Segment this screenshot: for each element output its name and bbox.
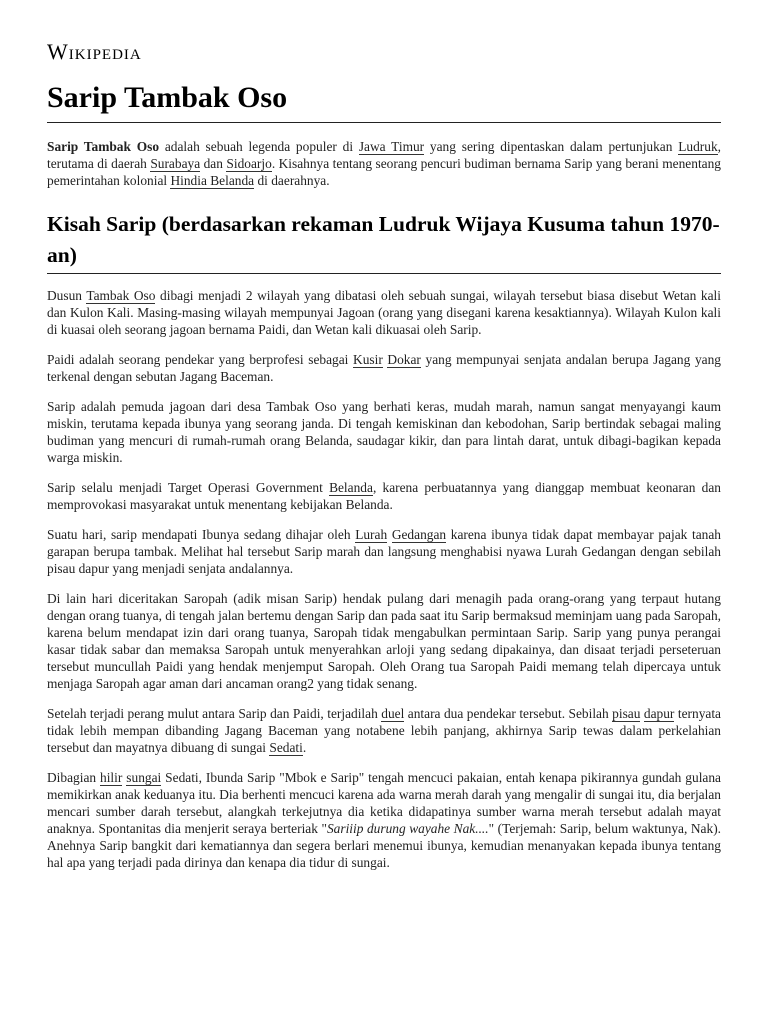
intro-paragraph	[47, 138, 721, 189]
text-run: . Kisahnya tentang seorang pencuri budiman bernama Sarip yang berani menentang pemerintahan kolonial	[47, 156, 722, 188]
text-run: Paidi adalah seorang pendekar yang berprofesi sebagai	[47, 352, 354, 367]
text-run: , terutama di daerah	[47, 139, 722, 171]
story-paragraph	[47, 705, 721, 756]
wiki-link[interactable]: pisau	[612, 706, 641, 721]
text-run: yang mempunyai senjata andalan berupa Jagang yang terkenal dengan sebutan Jagang Baceman.	[47, 352, 721, 384]
wiki-link[interactable]: dapur	[643, 706, 675, 721]
article-page	[47, 38, 721, 871]
wiki-link[interactable]: Belanda	[329, 480, 373, 495]
text-run: Dibagian	[47, 770, 101, 785]
text-run: Sarip selalu menjadi Target Operasi Government	[47, 480, 330, 495]
wiki-link[interactable]: duel	[381, 706, 405, 721]
text-run: Sedati, Ibunda Sarip "Mbok e Sarip" tengah mencuci pakaian, entah kenapa pikirannya gundah gulana memikirkan anak keduanya itu. Dia berhenti mencuci karena ada warna merah darah yang mengalir di sungai itu, dia berjalan mencari sumber darah tersebut, alangkah terkejutnya dia ketika didapatinya sumber warna merah tersebut adalah mayat anaknya. Spontanitas dia menjerit seraya berteriak "	[47, 770, 721, 836]
story-paragraph	[47, 351, 721, 385]
text-run: Di lain hari diceritakan Saropah (adik misan Sarip) hendak pulang dari menagih pada orang-orang yang terpaut hutang dengan orang tuanya, di tengah jalan bertemu dengan Sarip dan pada saat itu Sarip bermaksud meminjam uang pada Saropah, karena belum mendapat izin dari orang tuanya, Saropah tidak mengabulkan permintaan Sarip. Sarip yang punya perangai kasar tidak sabar dan memaksa Saropah untuk menyerahkan arloji yang sedang dipakainya, dan disaat terjadi perseteruan tersebut muncullah Paidi yang hendak menjemput Saropah. Oleh Orang tua Saropah Paidi memang telah dipercaya untuk menjaga Saropah agar aman dari ancaman orang2 yang tidak senang.	[47, 591, 721, 691]
story-paragraph	[47, 590, 721, 692]
story-paragraph	[47, 769, 721, 871]
wiki-link[interactable]: Lurah	[355, 527, 388, 542]
wiki-link[interactable]: Sidoarjo	[226, 156, 272, 171]
wiki-link[interactable]: Tambak Oso	[86, 288, 156, 303]
wiki-link[interactable]: Surabaya	[150, 156, 201, 171]
text-run: Setelah terjadi perang mulut antara Sarip dan Paidi, terjadilah	[47, 706, 382, 721]
text-run: Sarip adalah pemuda jagoan dari desa Tambak Oso yang berhati keras, mudah marah, namun sangat menyayangi kaum miskin, terutama kepada ibunya yang seorang janda. Di tengah kemiskinan dan kebodohan, Sarip bertindak sebagai maling budiman yang mencuri di rumah-rumah orang Belanda, saudagar kikir, dan para lintah darat, untuk dibagi-bagikan kepada warga miskin.	[47, 399, 721, 465]
text-run: Dusun	[47, 288, 87, 303]
page-title: Sarip Tambak Oso	[47, 78, 721, 123]
story-paragraph	[47, 287, 721, 338]
story-paragraph	[47, 479, 721, 513]
wikipedia-wordmark: Wikipedia	[47, 39, 142, 64]
story-paragraph	[47, 398, 721, 466]
text-run: dibagi menjadi 2 wilayah yang dibatasi oleh sebuah sungai, wilayah tersebut biasa disebut Wetan kali dan Kulon Kali. Masing-masing wilayah mempunyai Jagoan (orang yang disegani karena kesaktiannya). Wilayah Kulon kali di kuasai oleh seorang jagoan bernama Paidi, dan Wetan kali dikuasai oleh Sarip.	[47, 288, 721, 337]
wiki-link[interactable]: Gedangan	[391, 527, 447, 542]
italic-quote: Sariiip durung wayahe Nak....	[326, 821, 489, 836]
bold-term: Sarip Tambak Oso	[47, 139, 160, 154]
wiki-link[interactable]: Sedati	[269, 740, 303, 755]
text-run: karena ibunya tidak dapat membayar pajak tanah garapan berupa tambak. Melihat hal tersebut Sarip marah dan langsung menghabisi nyawa Lurah Gedangan dengan sebilah pisau dapur yang menjadi senjata andalannya.	[47, 527, 721, 576]
wiki-link[interactable]: Dokar	[387, 352, 421, 367]
section-heading: Kisah Sarip (berdasarkan rekaman Ludruk Wijaya Kusuma tahun 1970-an)	[47, 209, 721, 274]
text-run: .	[302, 740, 307, 755]
wiki-link[interactable]: Jawa Timur	[358, 139, 425, 154]
story-paragraph	[47, 526, 721, 577]
text-run: " (Terjemah: Sarip, belum waktunya, Nak). Anehnya Sarip bangkit dari kematiannya dan segera berlari menemui ibunya, kemudian menanyakan kepada ibunya tentang hal apa yang terjadi pada dirinya dan kenapa dia tidur di sungai.	[47, 821, 721, 870]
wiki-link[interactable]: hilir	[100, 770, 123, 785]
wiki-link[interactable]: sungai	[126, 770, 162, 785]
text-run: di daerahnya.	[254, 173, 330, 188]
wiki-link[interactable]: Ludruk	[678, 139, 718, 154]
wiki-link[interactable]: Hindia Belanda	[170, 173, 255, 188]
text-run: antara dua pendekar tersebut. Sebilah	[404, 706, 613, 721]
text-run: yang sering dipentaskan dalam pertunjukan	[424, 139, 679, 154]
text-run: Suatu hari, sarip mendapati Ibunya sedang dihajar oleh	[47, 527, 356, 542]
text-run: adalah sebuah legenda populer di	[159, 139, 359, 154]
text-run: , karena perbuatannya yang dianggap membuat keonaran dan memprovokasi masyarakat untuk menentang kebijakan Belanda.	[47, 480, 721, 512]
wiki-link[interactable]: Kusir	[353, 352, 383, 367]
text-run: ternyata tidak lebih mempan dibanding Jagang Baceman yang notabene lebih panjang, akhirnya Sarip tewas dalam perkelahian tersebut dan mayatnya dibuang di sungai	[47, 706, 721, 755]
text-run: dan	[200, 156, 227, 171]
section-body	[47, 287, 721, 871]
